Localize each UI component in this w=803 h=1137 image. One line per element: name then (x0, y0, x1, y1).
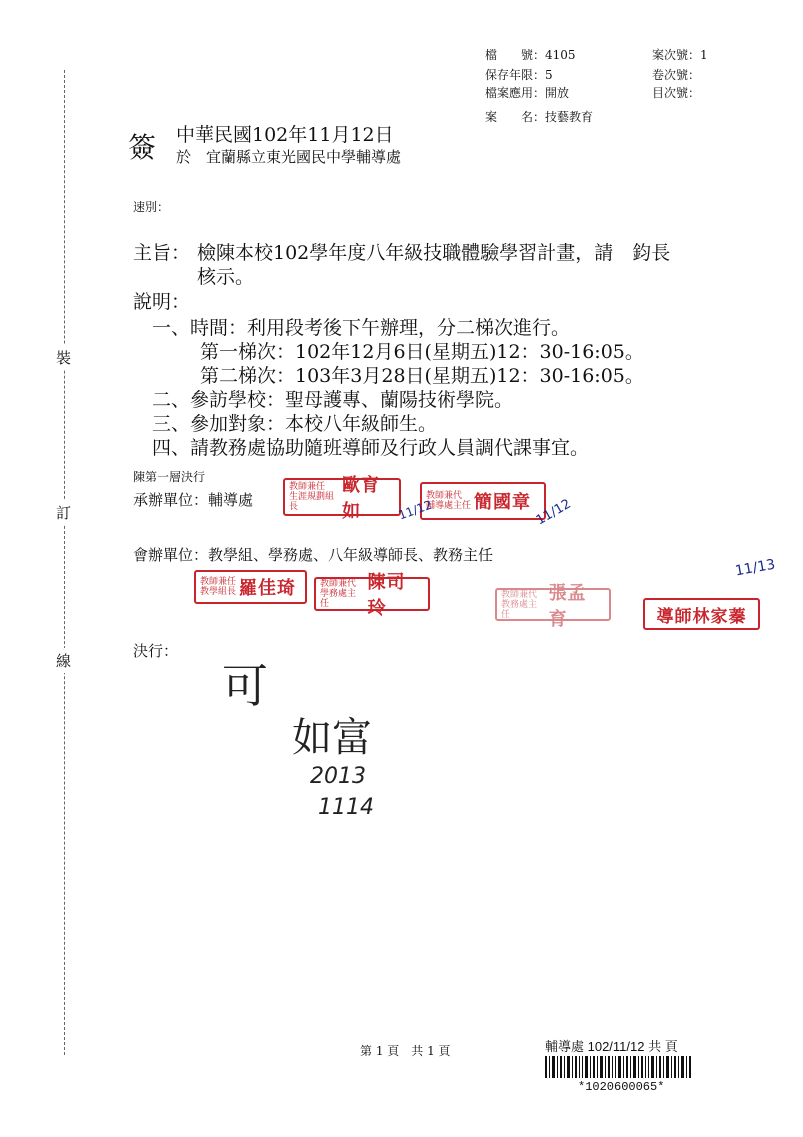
case-name: 案 名：技藝教育 (485, 110, 594, 124)
document-date: 中華民國102年11月12日 (176, 124, 394, 146)
barcode (545, 1056, 693, 1078)
explain-item-4: 四、請教務處協助隨班導師及行政人員調代課事宜。 (152, 437, 590, 459)
speed-label: 速別： (133, 200, 170, 214)
binding-char-zhuang: 裝 (56, 345, 71, 370)
document-origin: 於 宜蘭縣立東光國民中學輔導處 (176, 148, 402, 166)
page-number: 第 1 頁 共 1 頁 (360, 1044, 451, 1058)
handwritten-signature: 如富 (292, 715, 372, 761)
access: 檔案應用：開放 (485, 86, 570, 100)
seal-stamp-lin: 導師林家蓁 (643, 598, 760, 630)
explain-item-1a: 第一梯次：102年12月6日(星期五)12：30-16:05。 (200, 341, 644, 363)
footer-unit-stamp: 輔導處 102/11/12 共 頁 (545, 1039, 678, 1054)
retention: 保存年限：5 (485, 68, 553, 82)
seal-stamp-jian: 教師兼代 輔導處主任 簡國章 (420, 482, 546, 520)
explain-item-2: 二、參訪學校：聖母護專、蘭陽技術學院。 (152, 389, 514, 411)
explain-item-3: 三、參加對象：本校八年級師生。 (152, 413, 438, 435)
binding-line (64, 70, 65, 1055)
handwritten-mark-1: 11/12 (396, 497, 434, 523)
handwritten-year: 2013 (310, 764, 366, 789)
subject-line-1: 檢陳本校102學年度八年級技職體驗學習計畫，請 鈞長 (197, 242, 671, 264)
explain-label: 說明： (133, 291, 191, 313)
subject-line-2: 核示。 (197, 266, 255, 288)
qian-title: 簽 (128, 131, 157, 164)
seal-stamp-luo: 教師兼任 教學組長 羅佳琦 (194, 570, 307, 604)
handwritten-approve: 可 (222, 659, 268, 713)
file-no: 檔 號：4105 (485, 48, 576, 62)
seal-stamp-chen: 教師兼代 學務處主任 陳司玲 (314, 577, 430, 611)
handwritten-mark-3: 11/13 (733, 556, 777, 580)
seal-stamp-ou: 教師兼任 生涯規劃組長 歐育如 (283, 478, 401, 516)
co-unit: 會辦單位：教學組、學務處、八年級導師長、教務主任 (133, 546, 494, 564)
handwritten-date: 1114 (318, 795, 374, 820)
item-no: 目次號： (652, 86, 701, 100)
decision-level: 陳第一層決行 (133, 470, 206, 484)
case-seq: 案次號：1 (652, 48, 708, 62)
subject-label: 主旨： (133, 242, 191, 264)
barcode-text: *1020600065* (578, 1080, 665, 1094)
binding-char-xian: 線 (56, 648, 71, 673)
binding-char-ding: 訂 (56, 500, 71, 525)
host-unit: 承辦單位：輔導處 (133, 491, 254, 509)
execute-label: 決行： (133, 642, 179, 660)
handwritten-mark-2: 11/12 (533, 496, 574, 529)
explain-item-1: 一、時間：利用段考後下午辦理，分二梯次進行。 (152, 317, 571, 339)
seal-stamp-zhang: 教師兼代 教務處主任 張孟育 (495, 588, 611, 621)
explain-item-1b: 第二梯次：103年3月28日(星期五)12：30-16:05。 (200, 365, 644, 387)
volume-no: 卷次號： (652, 68, 701, 82)
